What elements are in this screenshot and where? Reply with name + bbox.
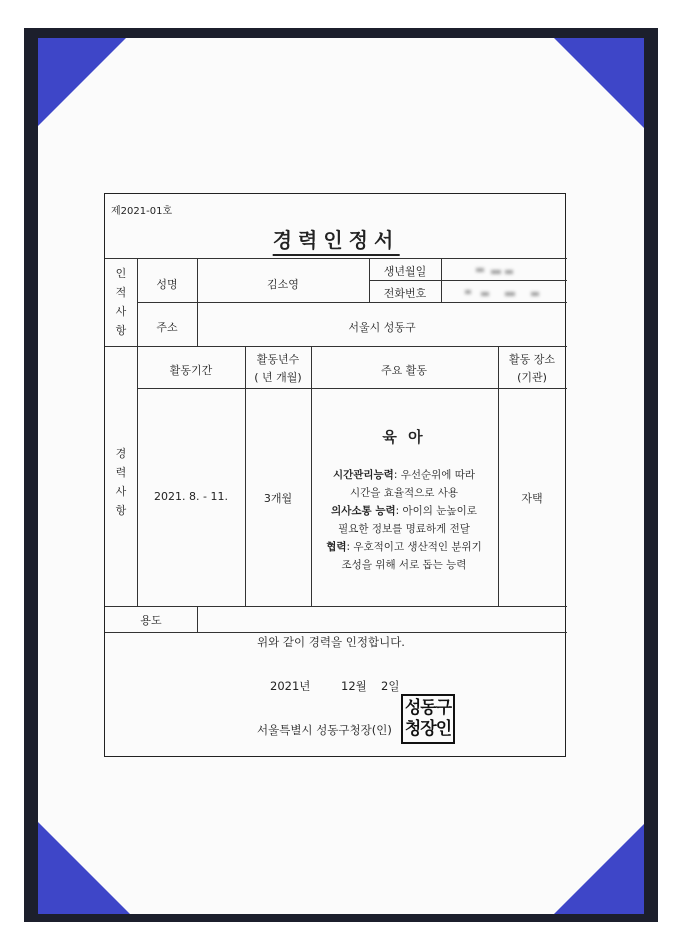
corner-holder-top-right <box>554 38 644 128</box>
address-label: 주소 <box>156 321 178 334</box>
grid-line <box>369 258 370 302</box>
grid-line <box>137 258 138 606</box>
col-years-header: 활동년수 <box>256 353 300 366</box>
birth-date-label: 생년월일 <box>383 265 427 278</box>
main-activity-title: 육 아 <box>382 428 426 446</box>
activity-term: 시간관리능력 <box>332 469 394 481</box>
grid-line <box>105 632 567 633</box>
col-years-unit: ( 년 개월) <box>254 371 302 384</box>
stamp-line: 성동구 <box>404 698 452 718</box>
grid-line <box>441 258 442 302</box>
redacted-phone <box>531 292 539 296</box>
confirmation-text: 위와 같이 경력을 인정합니다. <box>257 635 405 649</box>
col-main-activity-header: 주요 활동 <box>380 364 428 377</box>
grid-line <box>197 258 198 346</box>
activity-desc: : 우선순위에 따라 <box>393 469 476 481</box>
grid-line <box>137 302 567 303</box>
col-place-subheader: (기관) <box>517 371 547 384</box>
issue-date-year: 2021년 <box>270 679 311 693</box>
grid-line <box>197 606 198 632</box>
corner-holder-bottom-right <box>554 824 644 914</box>
col-period-header: 활동기간 <box>169 364 213 377</box>
issuer-name: 서울특별시 성동구청장(인) <box>257 723 392 737</box>
address-value: 서울시 성동구 <box>348 321 416 334</box>
grid-line <box>311 346 312 606</box>
redacted-birth-date <box>505 270 513 274</box>
grid-line <box>498 346 499 606</box>
name-label: 성명 <box>156 278 178 291</box>
redacted-phone <box>505 292 515 296</box>
activity-desc: : 우호적이고 생산적인 분위기 <box>346 541 482 553</box>
activity-communication <box>331 503 477 518</box>
years-value: 3개월 <box>263 492 293 505</box>
grid-line <box>105 258 567 259</box>
document-title: 경력인정서 <box>273 224 400 256</box>
career-certificate-document <box>104 193 566 757</box>
redacted-birth-date <box>491 270 501 274</box>
activity-term: 협력 <box>326 541 347 553</box>
activity-time-management-line2: 시간을 효율적으로 사용 <box>349 487 459 499</box>
activity-term: 의사소통 능력 <box>331 505 396 517</box>
grid-line <box>369 280 567 281</box>
activity-time-management <box>333 467 475 482</box>
issue-date-month: 12월 <box>341 679 367 693</box>
place-value: 자택 <box>521 492 543 505</box>
grid-line <box>137 388 567 389</box>
official-seal-stamp <box>401 694 455 744</box>
issue-date-day: 2일 <box>381 679 400 693</box>
grid-line <box>105 606 567 607</box>
redacted-phone <box>481 292 489 296</box>
activity-cooperation-line2: 조성을 위해 서로 돕는 능력 <box>341 559 467 571</box>
activity-desc: : 아이의 눈높이로 <box>395 505 477 517</box>
redacted-phone <box>465 290 471 294</box>
redacted-birth-date <box>476 268 484 272</box>
personal-section-label: 인적사항 <box>115 267 127 337</box>
phone-label: 전화번호 <box>383 287 427 300</box>
purpose-label: 용도 <box>140 614 162 627</box>
col-place-header: 활동 장소 <box>508 353 556 366</box>
corner-holder-top-left <box>38 38 126 126</box>
document-number: 제2021-01호 <box>111 206 173 217</box>
grid-line <box>245 346 246 606</box>
activity-cooperation <box>326 539 482 554</box>
activity-communication-line2: 필요한 정보를 명료하게 전달 <box>338 523 470 535</box>
career-section-label: 경력사항 <box>115 447 127 517</box>
period-value: 2021. 8. - 11. <box>154 490 228 503</box>
corner-holder-bottom-left <box>38 822 130 914</box>
stamp-line: 청장인 <box>404 719 452 739</box>
name-value: 김소영 <box>267 278 299 291</box>
